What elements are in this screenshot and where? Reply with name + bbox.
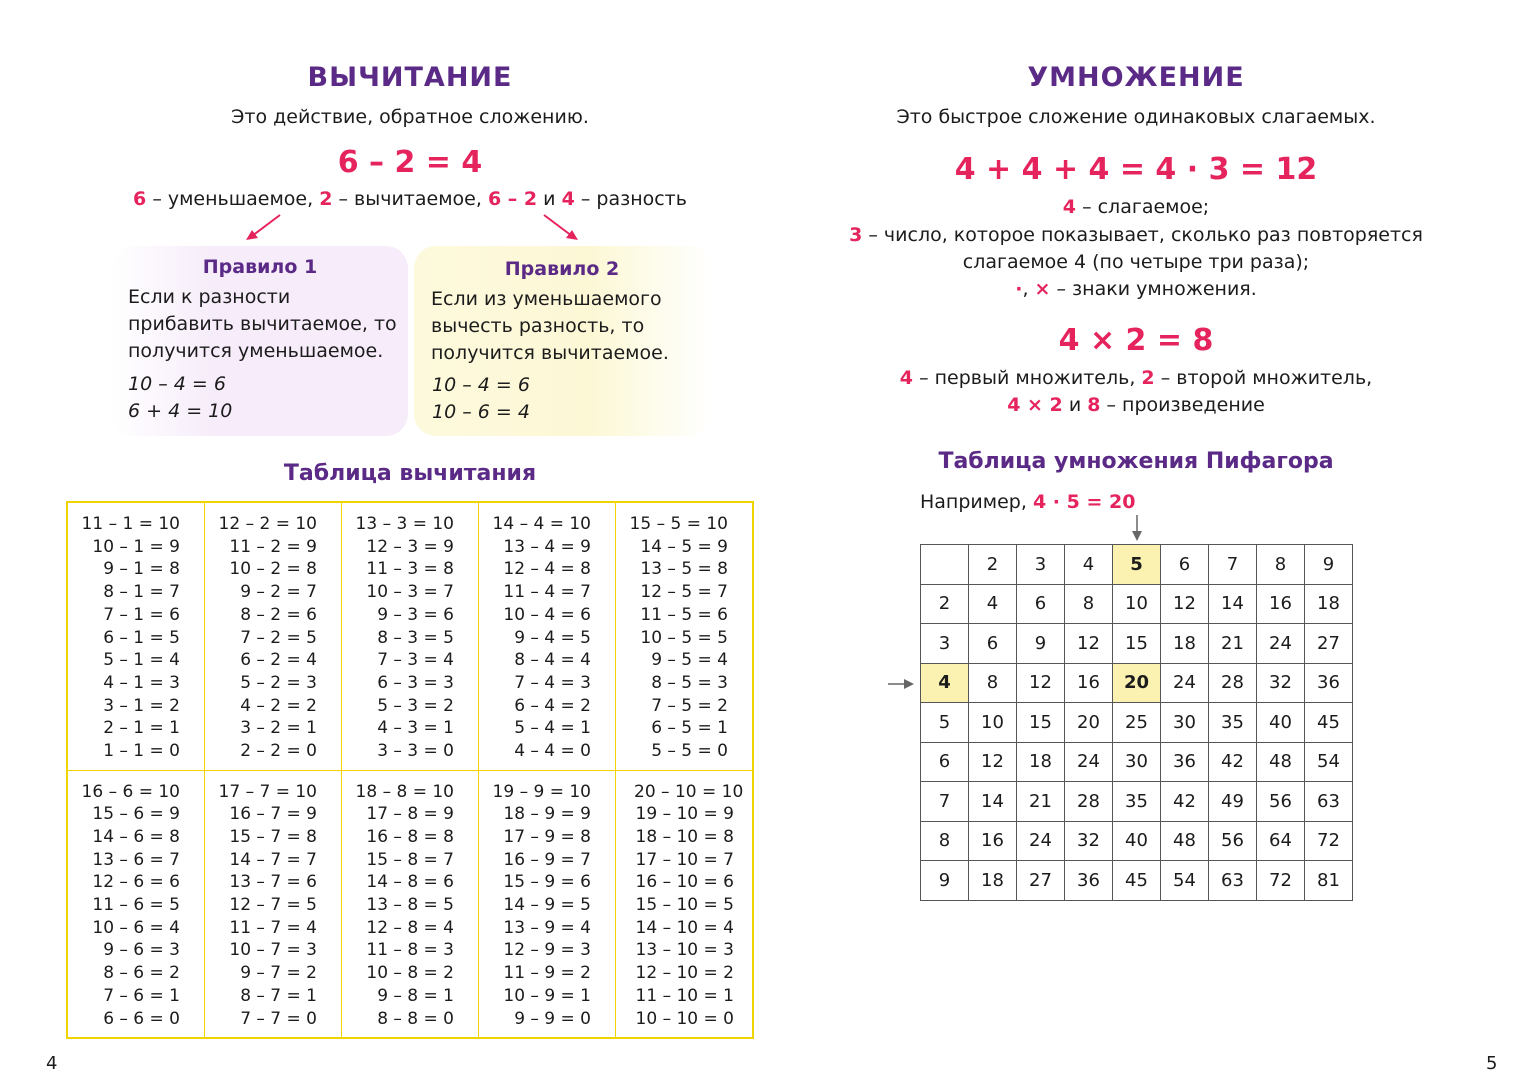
subtraction-equation: 13 – 10 = 3 (635, 940, 734, 961)
cross-sign: × (1034, 278, 1051, 300)
mult-line-2 (836, 224, 1436, 246)
rule-1-example: 10 – 4 = 6 (128, 373, 226, 395)
subtraction-equation: 11 – 5 = 6 (640, 604, 728, 625)
subtraction-equation: 17 – 8 = 9 (366, 804, 454, 825)
pythagoras-cell: 42 (1161, 782, 1209, 822)
subtraction-equation: 10 – 9 = 1 (503, 985, 591, 1006)
subtraction-equation: 12 – 5 = 7 (640, 582, 728, 603)
subtraction-equation: 20 – 10 = 10 (634, 781, 744, 802)
subtraction-equation: 7 – 2 = 5 (240, 627, 317, 648)
arrow-left-icon (240, 212, 290, 242)
subtraction-equation: 15 – 10 = 5 (635, 895, 734, 916)
pythagoras-cell: 7 (921, 782, 969, 822)
product-value: 8 (1087, 394, 1101, 416)
pythagoras-cell: 72 (1257, 861, 1305, 901)
subtraction-equation: 16 – 9 = 7 (503, 849, 591, 870)
term-subtrahend-label: – вычитаемое, (338, 188, 482, 210)
subtraction-equation: 5 – 4 = 1 (514, 718, 591, 739)
mult-line-5 (836, 367, 1436, 389)
subtraction-equation: 10 – 6 = 4 (92, 917, 180, 938)
pythagoras-cell: 9 (1017, 624, 1065, 664)
pythagoras-cell: 54 (1305, 742, 1353, 782)
pythagoras-cell: 2 (921, 584, 969, 624)
term-and: и (543, 188, 556, 210)
subtraction-subtitle: Это действие, обратное сложению. (231, 106, 589, 128)
subtraction-equation: 11 – 10 = 1 (635, 985, 734, 1006)
subtraction-equation: 14 – 7 = 7 (229, 849, 317, 870)
subtraction-table-cell (342, 770, 479, 1038)
pythagoras-cell: 63 (1305, 782, 1353, 822)
pythagoras-cell: 6 (969, 624, 1017, 664)
mult-line-4 (836, 278, 1436, 300)
pythagoras-cell: 32 (1065, 821, 1113, 861)
subtraction-equation: 19 – 9 = 10 (492, 781, 591, 802)
term-minuend-label: – уменьшаемое, (152, 188, 314, 210)
subtraction-table-cell (205, 770, 342, 1038)
pythagoras-cell: 16 (1257, 584, 1305, 624)
subtraction-equation: 6 – 6 = 0 (103, 1008, 180, 1029)
subtraction-equation: 10 – 4 = 6 (503, 604, 591, 625)
factor-2: 2 (1141, 367, 1155, 389)
product-and: и (1068, 394, 1082, 416)
pythagoras-cell: 5 (921, 703, 969, 743)
pythagoras-row (921, 821, 1353, 861)
subtraction-equation: 9 – 9 = 0 (514, 1008, 591, 1029)
subtraction-equation: 4 – 3 = 1 (377, 718, 454, 739)
pythagoras-table-title: Таблица умножения Пифагора (938, 449, 1334, 474)
product-label: – произведение (1106, 394, 1265, 416)
rule-1-example: 6 + 4 = 10 (128, 400, 233, 422)
subtraction-equation: 15 – 9 = 6 (503, 872, 591, 893)
pythagoras-cell: 18 (969, 861, 1017, 901)
pythagoras-cell: 8 (969, 663, 1017, 703)
pythagoras-row (921, 584, 1353, 624)
subtraction-equation: 5 – 5 = 0 (651, 741, 728, 762)
multiplication-formula: 4 + 4 + 4 = 4 · 3 = 12 (954, 152, 1318, 187)
mult-line-6 (836, 394, 1436, 416)
rule-1-examples (128, 371, 328, 425)
count-label: – число, которое показывает, сколько раз повторяется (868, 224, 1423, 246)
pythagoras-cell: 27 (1017, 861, 1065, 901)
subtraction-equation: 12 – 3 = 9 (366, 536, 454, 557)
pythagoras-cell: 5 (1113, 545, 1161, 585)
subtraction-equation: 6 – 2 = 4 (240, 650, 317, 671)
pythagoras-cell: 24 (1161, 663, 1209, 703)
pythagoras-cell: 6 (1161, 545, 1209, 585)
subtraction-table-row (67, 770, 753, 1038)
pythagoras-cell: 36 (1065, 861, 1113, 901)
pythagoras-cell: 72 (1305, 821, 1353, 861)
subtraction-equation: 7 – 3 = 4 (377, 650, 454, 671)
subtraction-equation: 8 – 6 = 2 (103, 963, 180, 984)
subtraction-equation: 9 – 1 = 8 (103, 559, 180, 580)
subtraction-equation: 12 – 2 = 10 (218, 514, 317, 534)
subtraction-equation: 7 – 7 = 0 (240, 1008, 317, 1029)
pythagoras-cell: 4 (1065, 545, 1113, 585)
pythagoras-cell: 7 (1209, 545, 1257, 585)
subtraction-equation: 16 – 8 = 8 (366, 826, 454, 847)
pythagoras-cell: 6 (921, 742, 969, 782)
pythagoras-cell: 30 (1113, 742, 1161, 782)
subtraction-equation: 15 – 6 = 9 (92, 804, 180, 825)
rule-2-title: Правило 2 (504, 258, 620, 280)
pythagoras-cell: 25 (1113, 703, 1161, 743)
subtraction-equation: 10 – 8 = 2 (366, 963, 454, 984)
subtraction-equation: 6 – 1 = 5 (103, 627, 180, 648)
subtraction-equation: 9 – 3 = 6 (377, 604, 454, 625)
pythagoras-cell: 6 (1017, 584, 1065, 624)
subtraction-equation: 13 – 7 = 6 (229, 872, 317, 893)
pythagoras-cell: 35 (1113, 782, 1161, 822)
rule-1-text (128, 284, 408, 365)
signs-label: – знаки умножения. (1056, 278, 1257, 300)
pythagoras-cell: 49 (1209, 782, 1257, 822)
subtraction-equation: 10 – 3 = 7 (366, 582, 454, 603)
pythagoras-row (921, 703, 1353, 743)
pythagoras-cell: 40 (1113, 821, 1161, 861)
pythagoras-row (921, 782, 1353, 822)
subtraction-equation: 6 – 3 = 3 (377, 672, 454, 693)
subtraction-table-cell (342, 502, 479, 770)
pythagoras-cell: 42 (1209, 742, 1257, 782)
pythagoras-cell: 12 (1017, 663, 1065, 703)
subtraction-equation: 13 – 5 = 8 (640, 559, 728, 580)
subtraction-equation: 13 – 3 = 10 (355, 514, 454, 534)
sign-separator: , (1022, 278, 1029, 300)
rule-2-line: вычесть разность, то (431, 315, 645, 337)
subtraction-table-title: Таблица вычитания (283, 461, 537, 486)
pythagoras-cell: 14 (1209, 584, 1257, 624)
rule-2-line: получится вычитаемое. (431, 342, 669, 364)
subtraction-equation: 3 – 1 = 2 (103, 695, 180, 716)
subtraction-table (66, 501, 754, 1039)
subtraction-equation: 17 – 9 = 8 (503, 826, 591, 847)
pythagoras-cell: 40 (1257, 703, 1305, 743)
subtraction-equation: 12 – 7 = 5 (229, 895, 317, 916)
pythagoras-cell: 9 (1305, 545, 1353, 585)
factor-2-label: – второй множитель, (1160, 367, 1373, 389)
subtraction-equation: 10 – 1 = 9 (92, 536, 180, 557)
term-expression: 6 – 2 (487, 188, 538, 210)
subtraction-equation: 9 – 7 = 2 (240, 963, 317, 984)
subtraction-equation: 13 – 8 = 5 (366, 895, 454, 916)
subtraction-equation: 11 – 3 = 8 (366, 559, 454, 580)
subtraction-equation: 5 – 2 = 3 (240, 672, 317, 693)
subtraction-equation: 10 – 2 = 8 (229, 559, 317, 580)
pythagoras-cell: 10 (969, 703, 1017, 743)
subtraction-equation: 11 – 6 = 5 (92, 895, 180, 916)
rule-2-examples (432, 372, 632, 426)
pythagoras-row (921, 742, 1353, 782)
pythagoras-cell: 48 (1257, 742, 1305, 782)
subtraction-equation: 18 – 9 = 9 (503, 804, 591, 825)
subtraction-equation: 8 – 3 = 5 (377, 627, 454, 648)
pythagoras-cell: 21 (1017, 782, 1065, 822)
pythagoras-cell: 54 (1161, 861, 1209, 901)
pythagoras-cell: 20 (1113, 663, 1161, 703)
pythagoras-cell: 12 (969, 742, 1017, 782)
subtraction-equation: 15 – 8 = 7 (366, 849, 454, 870)
subtraction-equation: 8 – 4 = 4 (514, 650, 591, 671)
pythagoras-cell: 24 (1065, 742, 1113, 782)
subtraction-table-cell (67, 770, 205, 1038)
pythagoras-cell: 56 (1257, 782, 1305, 822)
subtraction-equation: 13 – 9 = 4 (503, 917, 591, 938)
arrow-right-small-icon (888, 676, 916, 692)
pythagoras-cell: 18 (1017, 742, 1065, 782)
pythagoras-cell: 18 (1305, 584, 1353, 624)
pythagoras-cell: 36 (1305, 663, 1353, 703)
pythagoras-row (921, 861, 1353, 901)
pythagoras-cell: 28 (1209, 663, 1257, 703)
subtraction-equation: 12 – 8 = 4 (366, 917, 454, 938)
pythagoras-cell: 16 (1065, 663, 1113, 703)
subtraction-equation: 8 – 1 = 7 (103, 582, 180, 603)
subtraction-equation: 4 – 1 = 3 (103, 672, 180, 693)
rule-2-example: 10 – 6 = 4 (432, 401, 530, 423)
subtraction-equation: 6 – 4 = 2 (514, 695, 591, 716)
pythagoras-cell: 15 (1113, 624, 1161, 664)
pythagoras-cell: 10 (1113, 584, 1161, 624)
mult-line-3: слагаемое 4 (по четыре три раза); (962, 251, 1310, 273)
subtraction-equation: 16 – 7 = 9 (229, 804, 317, 825)
pythagoras-cell: 64 (1257, 821, 1305, 861)
subtraction-equation: 10 – 5 = 5 (640, 627, 728, 648)
pythagoras-cell: 63 (1209, 861, 1257, 901)
subtraction-table-cell (205, 502, 342, 770)
pythagoras-cell: 36 (1161, 742, 1209, 782)
example-value: 4 · 5 = 20 (1032, 491, 1136, 513)
pythagoras-cell: 24 (1017, 821, 1065, 861)
pythagoras-cell: 21 (1209, 624, 1257, 664)
subtraction-equation: 12 – 10 = 2 (635, 963, 734, 984)
rule-2-line: Если из уменьшаемого (431, 288, 662, 310)
subtraction-equation: 18 – 8 = 10 (355, 781, 454, 802)
subtraction-equation: 10 – 10 = 0 (635, 1008, 734, 1029)
subtraction-equation: 11 – 4 = 7 (503, 582, 591, 603)
subtraction-equation: 17 – 7 = 10 (218, 781, 317, 802)
mult-line-1 (836, 196, 1436, 218)
pythagoras-cell: 3 (921, 624, 969, 664)
subtraction-equation: 4 – 2 = 2 (240, 695, 317, 716)
term-subtrahend: 2 (319, 188, 333, 210)
subtraction-equation: 13 – 6 = 7 (92, 849, 180, 870)
subtraction-table-cell (67, 502, 205, 770)
subtraction-equation: 15 – 7 = 8 (229, 826, 317, 847)
factor-1-label: – первый множитель, (919, 367, 1136, 389)
pythagoras-header-row (921, 545, 1353, 585)
summand-label: – слагаемое; (1082, 196, 1210, 218)
summand-value: 4 (1062, 196, 1077, 218)
pythagoras-cell: 8 (921, 821, 969, 861)
term-difference: 4 (561, 188, 575, 210)
pythagoras-cell: 18 (1161, 624, 1209, 664)
multiplication-subtitle: Это быстрое сложение одинаковых слагаемых. (896, 106, 1376, 128)
pythagoras-row (921, 624, 1353, 664)
subtraction-equation: 8 – 8 = 0 (377, 1008, 454, 1029)
subtraction-equation: 9 – 8 = 1 (377, 985, 454, 1006)
subtraction-equation: 2 – 2 = 0 (240, 741, 317, 762)
subtraction-table-row (67, 502, 753, 770)
pythagoras-cell: 30 (1161, 703, 1209, 743)
subtraction-equation: 4 – 4 = 0 (514, 741, 591, 762)
subtraction-title: ВЫЧИТАНИЕ (307, 62, 513, 93)
pythagoras-cell: 3 (1017, 545, 1065, 585)
multiplication-formula-2: 4 × 2 = 8 (1058, 323, 1214, 358)
pythagoras-cell: 9 (921, 861, 969, 901)
example-line (920, 491, 1135, 513)
subtraction-equation: 7 – 4 = 3 (514, 672, 591, 693)
subtraction-equation: 12 – 4 = 8 (503, 559, 591, 580)
rule-1-title: Правило 1 (202, 256, 318, 278)
subtraction-equation: 9 – 6 = 3 (103, 940, 180, 961)
subtraction-table-cell (616, 770, 754, 1038)
pythagoras-cell: 8 (1257, 545, 1305, 585)
subtraction-table-cell (479, 502, 616, 770)
subtraction-equation: 5 – 1 = 4 (103, 650, 180, 671)
subtraction-equation: 19 – 10 = 9 (635, 804, 734, 825)
pythagoras-cell: 24 (1257, 624, 1305, 664)
term-minuend: 6 (133, 188, 147, 210)
pythagoras-cell: 48 (1161, 821, 1209, 861)
dot-sign: · (1015, 278, 1023, 300)
pythagoras-cell: 56 (1209, 821, 1257, 861)
subtraction-equation: 14 – 5 = 9 (640, 536, 728, 557)
count-value: 3 (849, 224, 863, 246)
pythagoras-cell (921, 545, 969, 585)
subtraction-equation: 11 – 7 = 4 (229, 917, 317, 938)
subtraction-equation: 5 – 3 = 2 (377, 695, 454, 716)
pythagoras-cell: 35 (1209, 703, 1257, 743)
subtraction-equation: 15 – 5 = 10 (629, 514, 728, 534)
subtraction-equation: 11 – 2 = 9 (229, 536, 317, 557)
pythagoras-cell: 32 (1257, 663, 1305, 703)
subtraction-equation: 14 – 6 = 8 (92, 826, 180, 847)
pythagoras-cell: 15 (1017, 703, 1065, 743)
rule-1-line: получится уменьшаемое. (128, 340, 384, 362)
subtraction-equation: 14 – 10 = 4 (635, 917, 734, 938)
subtraction-equation: 11 – 9 = 2 (503, 963, 591, 984)
subtraction-equation: 10 – 7 = 3 (229, 940, 317, 961)
pythagoras-cell: 2 (969, 545, 1017, 585)
pythagoras-cell: 12 (1065, 624, 1113, 664)
pythagoras-cell: 16 (969, 821, 1017, 861)
subtraction-equation: 1 – 1 = 0 (103, 741, 180, 762)
pythagoras-cell: 4 (921, 663, 969, 703)
page-number-left: 4 (46, 1053, 58, 1074)
subtraction-equation: 12 – 6 = 6 (92, 872, 180, 893)
subtraction-equation: 3 – 3 = 0 (377, 741, 454, 762)
subtraction-equation: 7 – 1 = 6 (103, 604, 180, 625)
rule-2-example: 10 – 4 = 6 (432, 374, 530, 396)
subtraction-equation: 3 – 2 = 1 (240, 718, 317, 739)
subtraction-equation: 18 – 10 = 8 (635, 826, 734, 847)
page-number-right: 5 (1486, 1053, 1498, 1074)
subtraction-equation: 13 – 4 = 9 (503, 536, 591, 557)
pythagoras-cell: 28 (1065, 782, 1113, 822)
pythagoras-cell: 45 (1305, 703, 1353, 743)
pythagoras-cell: 12 (1161, 584, 1209, 624)
pythagoras-row (921, 663, 1353, 703)
subtraction-equation: 2 – 1 = 1 (103, 718, 180, 739)
arrow-down-icon (1129, 515, 1145, 543)
product-expression: 4 × 2 (1007, 394, 1063, 416)
subtraction-equation: 9 – 2 = 7 (240, 582, 317, 603)
pythagoras-cell: 45 (1113, 861, 1161, 901)
example-label: Например, (920, 491, 1027, 513)
pythagoras-cell: 20 (1065, 703, 1113, 743)
subtraction-table-cell (479, 770, 616, 1038)
pythagoras-cell: 81 (1305, 861, 1353, 901)
subtraction-equation: 14 – 4 = 10 (492, 514, 591, 534)
subtraction-equation: 8 – 5 = 3 (651, 672, 728, 693)
term-difference-label: – разность (580, 188, 687, 210)
subtraction-equation: 11 – 8 = 3 (366, 940, 454, 961)
subtraction-terms-line (110, 188, 710, 210)
subtraction-equation: 11 – 1 = 10 (81, 514, 180, 534)
subtraction-equation: 17 – 10 = 7 (635, 849, 734, 870)
subtraction-equation: 7 – 6 = 1 (103, 985, 180, 1006)
subtraction-equation: 9 – 5 = 4 (651, 650, 728, 671)
pythagoras-table (920, 544, 1353, 901)
arrow-right-icon (536, 212, 586, 242)
subtraction-equation: 8 – 7 = 1 (240, 985, 317, 1006)
subtraction-equation: 16 – 6 = 10 (81, 781, 180, 802)
subtraction-table-cell (616, 502, 754, 770)
subtraction-equation: 12 – 9 = 3 (503, 940, 591, 961)
pythagoras-cell: 4 (969, 584, 1017, 624)
subtraction-equation: 14 – 8 = 6 (366, 872, 454, 893)
subtraction-equation: 14 – 9 = 5 (503, 895, 591, 916)
pythagoras-cell: 8 (1065, 584, 1113, 624)
subtraction-formula: 6 – 2 = 4 (337, 145, 483, 180)
rule-1-line: Если к разности (128, 286, 291, 308)
subtraction-equation: 7 – 5 = 2 (651, 695, 728, 716)
factor-1: 4 (899, 367, 914, 389)
multiplication-title: УМНОЖЕНИЕ (1027, 62, 1245, 93)
rule-2-text (431, 286, 711, 367)
subtraction-equation: 8 – 2 = 6 (240, 604, 317, 625)
pythagoras-cell: 27 (1305, 624, 1353, 664)
subtraction-equation: 6 – 5 = 1 (651, 718, 728, 739)
subtraction-equation: 9 – 4 = 5 (514, 627, 591, 648)
rule-1-line: прибавить вычитаемое, то (128, 313, 397, 335)
subtraction-equation: 16 – 10 = 6 (635, 872, 734, 893)
pythagoras-cell: 14 (969, 782, 1017, 822)
